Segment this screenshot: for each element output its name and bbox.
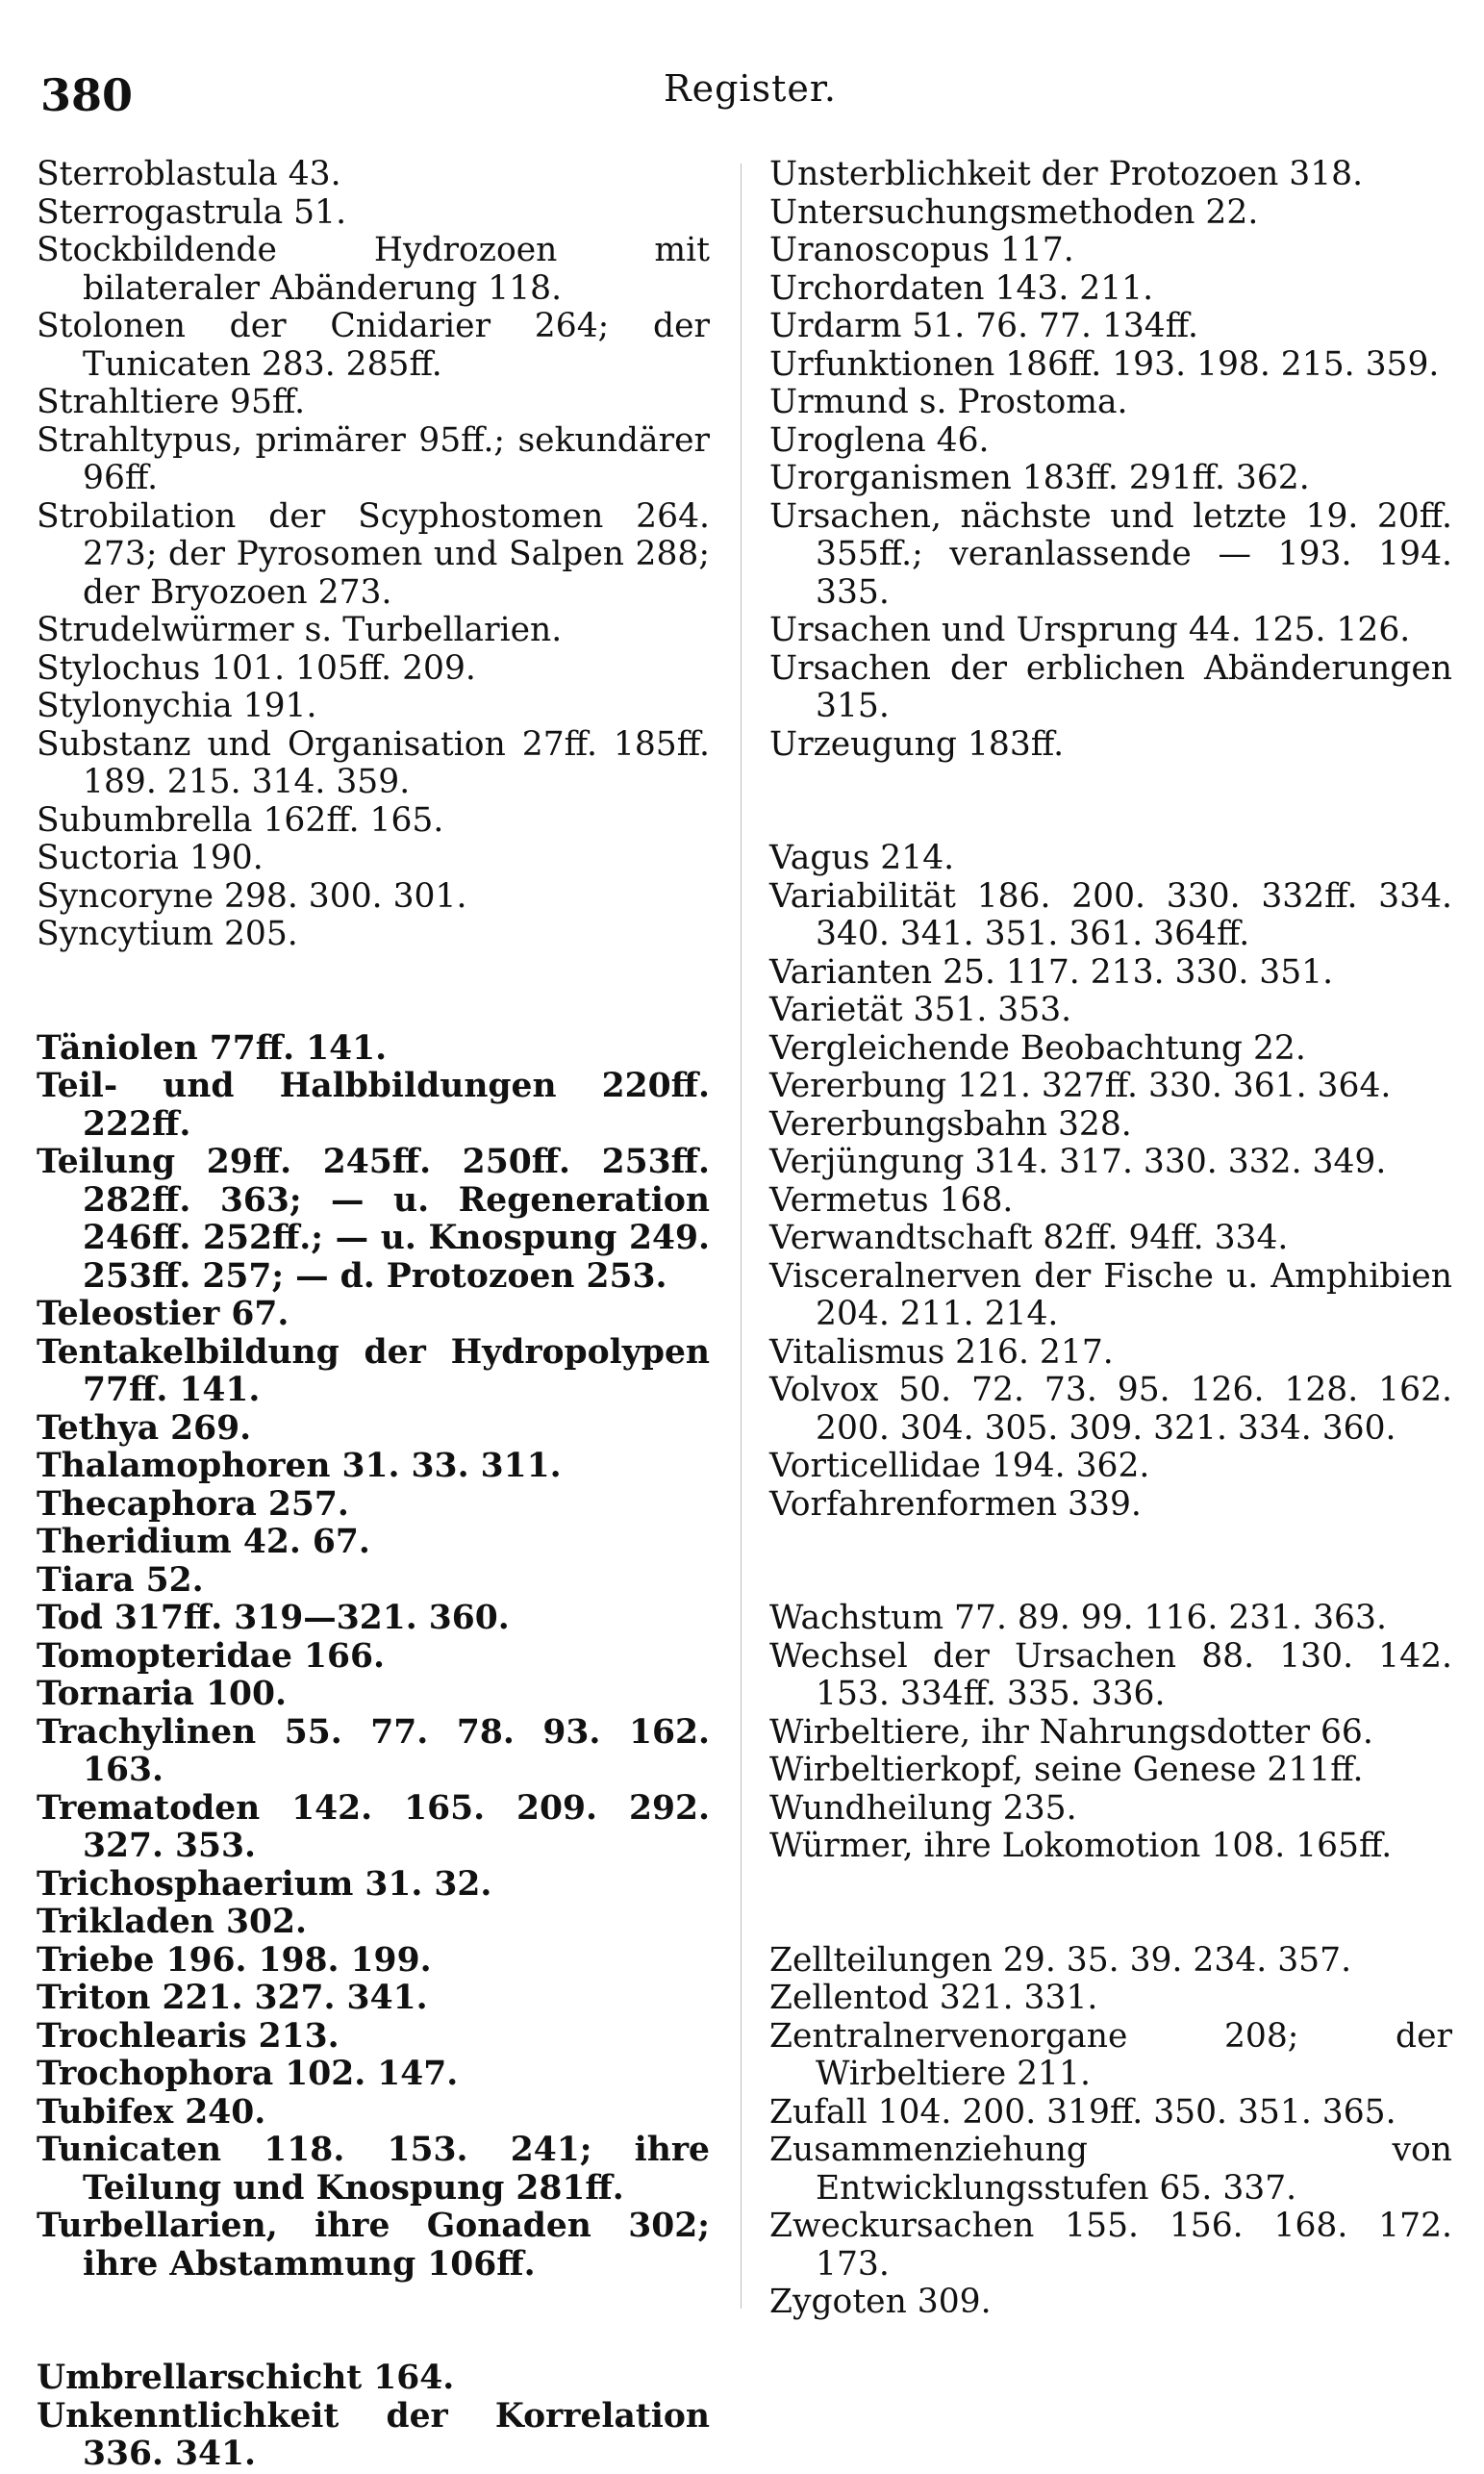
running-head: Register. <box>664 67 837 110</box>
index-entry: Stolonen der Cnidarier 264; der Tunicaten 283. 285ff. <box>37 307 710 384</box>
index-entry: Vorfahrenformen 339. <box>769 1484 1142 1524</box>
index-entry: Subumbrella 162ff. 165. <box>37 800 444 840</box>
index-entry: Turbellarien, ihre Gonaden 302; ihre Abstammung 106ff. <box>37 2207 710 2284</box>
index-section <box>769 840 1452 1524</box>
index-section <box>769 1942 1452 2322</box>
index-entry: Strudelwürmer s. Turbellarien. <box>37 611 563 649</box>
index-entry: Tubifex 240. <box>37 2092 266 2132</box>
index-entry: Vitalismus 216. 217. <box>769 1332 1114 1372</box>
index-entry: Verjüngung 314. 317. 330. 332. 349. <box>769 1143 1387 1181</box>
index-entry: Vagus 214. <box>769 839 955 877</box>
index-section <box>769 1600 1452 1866</box>
index-entry: Strahltypus, primärer 95ff.; sekundärer 96ff. <box>37 420 710 497</box>
index-entry: Teil- und Halbbildungen 220ff. 222ff. <box>37 1067 710 1144</box>
index-section <box>37 1030 710 2285</box>
index-entry: Zellteilungen 29. 35. 39. 234. 357. <box>769 1940 1352 1980</box>
index-entry: Tethya 269. <box>37 1408 252 1448</box>
index-entry: Syncoryne 298. 300. 301. <box>37 876 467 916</box>
index-entry: Ursachen, nächste und letzte 19. 20ff. 355ff.; veranlassende — 193. 194. 335. <box>769 496 1452 612</box>
index-section <box>37 2360 710 2474</box>
index-entry: Volvox 50. 72. 73. 95. 126. 128. 162. 200. 304. 305. 309. 321. 334. 360. <box>769 1371 1452 1448</box>
index-entry: Theridium 42. 67. <box>37 1523 370 1561</box>
index-entry: Tentakelbildung der Hydropolypen 77ff. 141. <box>37 1332 710 1409</box>
index-entry: Wirbeltiere, ihr Nahrungsdotter 66. <box>769 1712 1373 1752</box>
index-entry: Zweckursachen 155. 156. 168. 172. 173. <box>769 2207 1452 2284</box>
index-section <box>37 156 710 954</box>
index-entry: Stockbildende Hydrozoen mit bilateraler Abänderung 118. <box>37 231 710 308</box>
index-entry: Teilung 29ff. 245ff. 250ff. 253ff. 282ff. 363; — u. Regeneration 246ff. 252ff.; — u. Knospung 249. 253ff. 257; — d. Protozoen 253. <box>37 1143 710 1296</box>
index-entry: Tomopteridae 166. <box>37 1636 385 1676</box>
index-entry: Syncytium 205. <box>37 915 298 953</box>
index-entry: Teleostier 67. <box>37 1295 289 1333</box>
index-entry: Trematoden 142. 165. 209. 292. 327. 353. <box>37 1788 710 1865</box>
index-section <box>769 156 1452 764</box>
index-entry: Wachstum 77. 89. 99. 116. 231. 363. <box>769 1599 1387 1637</box>
index-entry: Ursachen und Ursprung 44. 125. 126. <box>769 611 1411 649</box>
index-entry: Strahltiere 95ff. <box>37 383 306 421</box>
index-entry: Trachylinen 55. 77. 78. 93. 162. 163. <box>37 1712 710 1789</box>
index-entry: Uranoscopus 117. <box>769 231 1074 269</box>
index-entry: Triton 221. 327. 341. <box>37 1979 428 2017</box>
index-column-left <box>37 156 710 2474</box>
index-entry: Trochophora 102. 147. <box>37 2055 459 2093</box>
index-entry: Wundheilung 235. <box>769 1788 1077 1828</box>
index-entry: Untersuchungsmethoden 22. <box>769 192 1259 232</box>
index-entry: Vermetus 168. <box>769 1180 1014 1220</box>
index-entry: Stylonychia 191. <box>37 687 317 725</box>
index-entry: Tiara 52. <box>37 1560 204 1600</box>
index-entry: Wechsel der Ursachen 88. 130. 142. 153. 334ff. 335. 336. <box>769 1636 1452 1713</box>
index-entry: Urzeugung 183ff. <box>769 724 1065 764</box>
index-entry: Unsterblichkeit der Protozoen 318. <box>769 155 1364 193</box>
index-entry: Vergleichende Beobachtung 22. <box>769 1028 1306 1068</box>
index-entry: Vererbungsbahn 328. <box>769 1104 1132 1144</box>
index-entry: Vorticellidae 194. 362. <box>769 1447 1150 1485</box>
index-entry: Tunicaten 118. 153. 241; ihre Teilung und Knospung 281ff. <box>37 2131 710 2208</box>
index-entry: Verwandtschaft 82ff. 94ff. 334. <box>769 1219 1289 1257</box>
index-entry: Sterroblastula 43. <box>37 155 341 193</box>
column-divider <box>741 164 742 2309</box>
index-entry: Zusammenziehung von Entwicklungsstufen 65. 337. <box>769 2131 1452 2208</box>
index-entry: Substanz und Organisation 27ff. 185ff. 189. 215. 314. 359. <box>37 724 710 801</box>
index-entry: Würmer, ihre Lokomotion 108. 165ff. <box>769 1827 1393 1865</box>
page-number: 380 <box>40 69 134 121</box>
index-entry: Vererbung 121. 327ff. 330. 361. 364. <box>769 1067 1392 1105</box>
index-entry: Zentralnervenorgane 208; der Wirbeltiere 211. <box>769 2016 1452 2093</box>
index-entry: Tornaria 100. <box>37 1675 288 1713</box>
index-entry: Uroglena 46. <box>769 420 990 460</box>
index-entry: Sterrogastrula 51. <box>37 192 347 232</box>
index-entry: Tod 317ff. 319—321. 360. <box>37 1599 510 1637</box>
index-entry: Thalamophoren 31. 33. 311. <box>37 1447 562 1485</box>
index-entry: Urfunktionen 186ff. 193. 198. 215. 359. <box>769 344 1440 384</box>
index-entry: Urdarm 51. 76. 77. 134ff. <box>769 307 1198 345</box>
index-entry: Wirbeltierkopf, seine Genese 211ff. <box>769 1751 1364 1789</box>
index-entry: Täniolen 77ff. 141. <box>37 1028 388 1068</box>
index-entry: Trikladen 302. <box>37 1903 308 1941</box>
index-entry: Suctoria 190. <box>37 839 264 877</box>
index-column-right <box>769 156 1452 2322</box>
index-entry: Urorganismen 183ff. 291ff. 362. <box>769 459 1310 497</box>
index-entry: Trochlearis 213. <box>37 2016 340 2056</box>
index-entry: Varianten 25. 117. 213. 330. 351. <box>769 952 1334 992</box>
index-entry: Trichosphaerium 31. 32. <box>37 1864 492 1904</box>
index-entry: Varietät 351. 353. <box>769 991 1072 1029</box>
index-entry: Zellentod 321. 331. <box>769 1979 1098 2017</box>
index-entry: Umbrellarschicht 164. <box>37 2359 455 2397</box>
index-entry: Urmund s. Prostoma. <box>769 383 1128 421</box>
index-entry: Visceralnerven der Fische u. Amphibien 204. 211. 214. <box>769 1256 1452 1333</box>
index-entry: Variabilität 186. 200. 330. 332ff. 334. 340. 341. 351. 361. 364ff. <box>769 876 1452 953</box>
index-entry: Zufall 104. 200. 319ff. 350. 351. 365. <box>769 2092 1396 2132</box>
index-entry: Triebe 196. 198. 199. <box>37 1940 432 1980</box>
index-entry: Thecaphora 257. <box>37 1484 349 1524</box>
index-entry: Zygoten 309. <box>769 2283 992 2321</box>
index-entry: Ursachen der erblichen Abänderungen 315. <box>769 648 1452 725</box>
index-entry: Urchordaten 143. 211. <box>769 268 1154 308</box>
index-entry: Strobilation der Scyphostomen 264. 273; der Pyrosomen und Salpen 288; der Bryozoen 273. <box>37 496 710 612</box>
index-entry: Stylochus 101. 105ff. 209. <box>37 648 476 688</box>
index-entry: Unkenntlichkeit der Korrelation 336. 341. <box>37 2396 710 2473</box>
